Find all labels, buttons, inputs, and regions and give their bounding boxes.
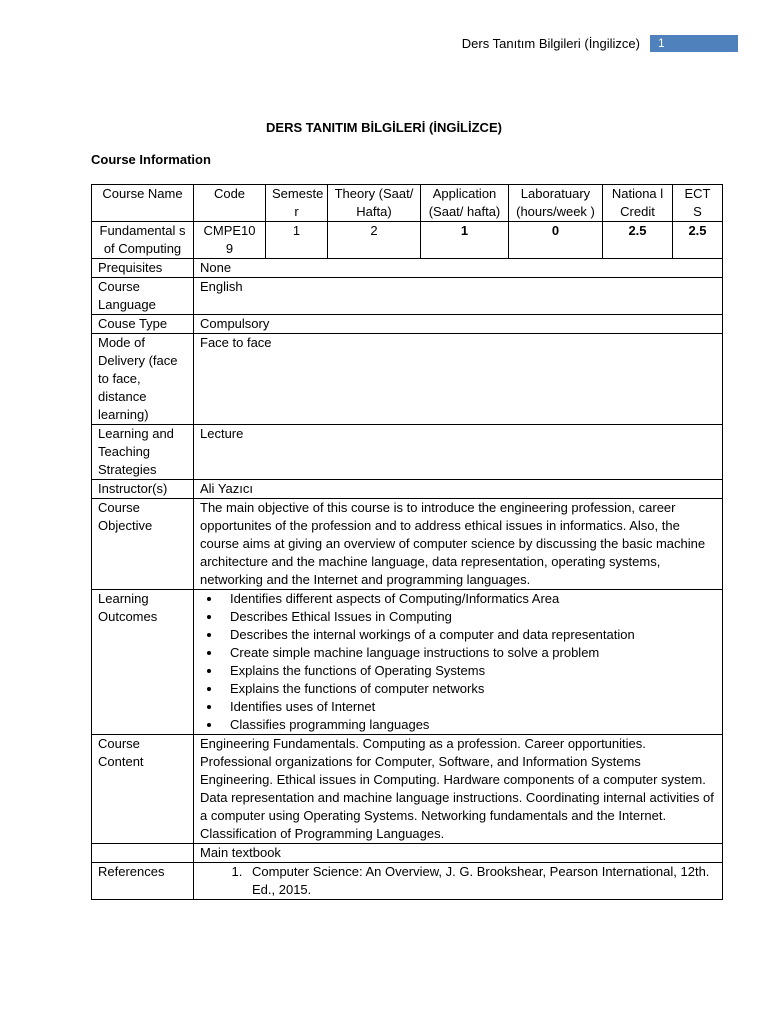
col-header: Application (Saat/ hafta) (421, 185, 509, 222)
section-title: Course Information (91, 152, 211, 167)
row-label: Course Language (92, 278, 194, 315)
table-row (92, 735, 723, 844)
row-label: Instructor(s) (92, 480, 194, 499)
table-row (92, 315, 723, 334)
col-header: Laboratuary (hours/week ) (509, 185, 603, 222)
row-value (194, 590, 723, 735)
ects-cell: 2.5 (673, 222, 723, 259)
row-value: Ali Yazıcı (194, 480, 723, 499)
row-label (92, 844, 194, 863)
row-label: Learning Outcomes (92, 590, 194, 735)
col-header: Nationa l Credit (603, 185, 673, 222)
row-label: Prequisites (92, 259, 194, 278)
row-value (194, 863, 723, 900)
list-item: • Explains the functions of Operating Systems (222, 662, 716, 680)
table-row (92, 278, 723, 315)
list-item: • Identifies uses of Internet (222, 698, 716, 716)
table-row (92, 480, 723, 499)
table-row (92, 590, 723, 735)
row-value: Engineering Fundamentals. Computing as a profession. Career opportunities. Professional organizations for Computer, Software, and Information Systems Engineering. Ethical issues in Computing. Hardware components of a computer system. Data representation and machine language instructions. Coordinating internal activities of a computer using Operating Systems. Networking fundamentals and the Internet. Classification of Programming Languages. (194, 735, 723, 844)
row-label: References (92, 863, 194, 900)
row-value: None (194, 259, 723, 278)
list-item: • Identifies different aspects of Computing/Informatics Area (222, 590, 716, 608)
row-label: Course Objective (92, 499, 194, 590)
row-value: The main objective of this course is to introduce the engineering profession, career opportunites of the profession and to address ethical issues in informatics. Also, the course aims at giving an overview of computer science by discussing the basic machine architecture and the machine language, data representation, operating systems, networking and the Internet and programming languages. (194, 499, 723, 590)
row-label: Learning and Teaching Strategies (92, 425, 194, 480)
row-label: Course Content (92, 735, 194, 844)
row-value: Lecture (194, 425, 723, 480)
row-label: Couse Type (92, 315, 194, 334)
list-item: 1. Computer Science: An Overview, J. G. Brookshear, Pearson International, 12th. Ed., 2015. (246, 863, 716, 899)
col-header: Semeste r (266, 185, 328, 222)
row-value: English (194, 278, 723, 315)
table-row (92, 844, 723, 863)
col-header: ECT S (673, 185, 723, 222)
list-item: • Describes Ethical Issues in Computing (222, 608, 716, 626)
list-item: • Describes the internal workings of a computer and data representation (222, 626, 716, 644)
code-cell: CMPE10 9 (194, 222, 266, 259)
semester-cell: 1 (266, 222, 328, 259)
table-row (92, 863, 723, 900)
list-item: • Explains the functions of computer networks (222, 680, 716, 698)
row-value: Compulsory (194, 315, 723, 334)
national-credit-cell: 2.5 (603, 222, 673, 259)
row-label: Mode of Delivery (face to face, distance learning) (92, 334, 194, 425)
outcomes-list (200, 590, 716, 734)
col-header: Course Name (92, 185, 194, 222)
application-cell: 1 (421, 222, 509, 259)
course-name-cell: Fundamental s of Computing (92, 222, 194, 259)
laboratory-cell: 0 (509, 222, 603, 259)
row-value: Face to face (194, 334, 723, 425)
table-row (92, 499, 723, 590)
theory-cell: 2 (328, 222, 421, 259)
references-list (200, 863, 716, 899)
col-header: Theory (Saat/ Hafta) (328, 185, 421, 222)
course-info-table (91, 184, 723, 900)
page-number: 1 (650, 35, 738, 52)
col-header: Code (194, 185, 266, 222)
course-row (92, 222, 723, 259)
header-row (92, 185, 723, 222)
table-row (92, 334, 723, 425)
table-row (92, 259, 723, 278)
list-item: • Classifies programming languages (222, 716, 716, 734)
header-text: Ders Tanıtım Bilgileri (İngilizce) (461, 35, 640, 51)
document-title: DERS TANITIM BİLGİLERİ (İNGİLİZCE) (266, 120, 502, 135)
textbook-label: Main textbook (194, 844, 723, 863)
page-header (462, 34, 738, 52)
list-item: • Create simple machine language instructions to solve a problem (222, 644, 716, 662)
table-row (92, 425, 723, 480)
